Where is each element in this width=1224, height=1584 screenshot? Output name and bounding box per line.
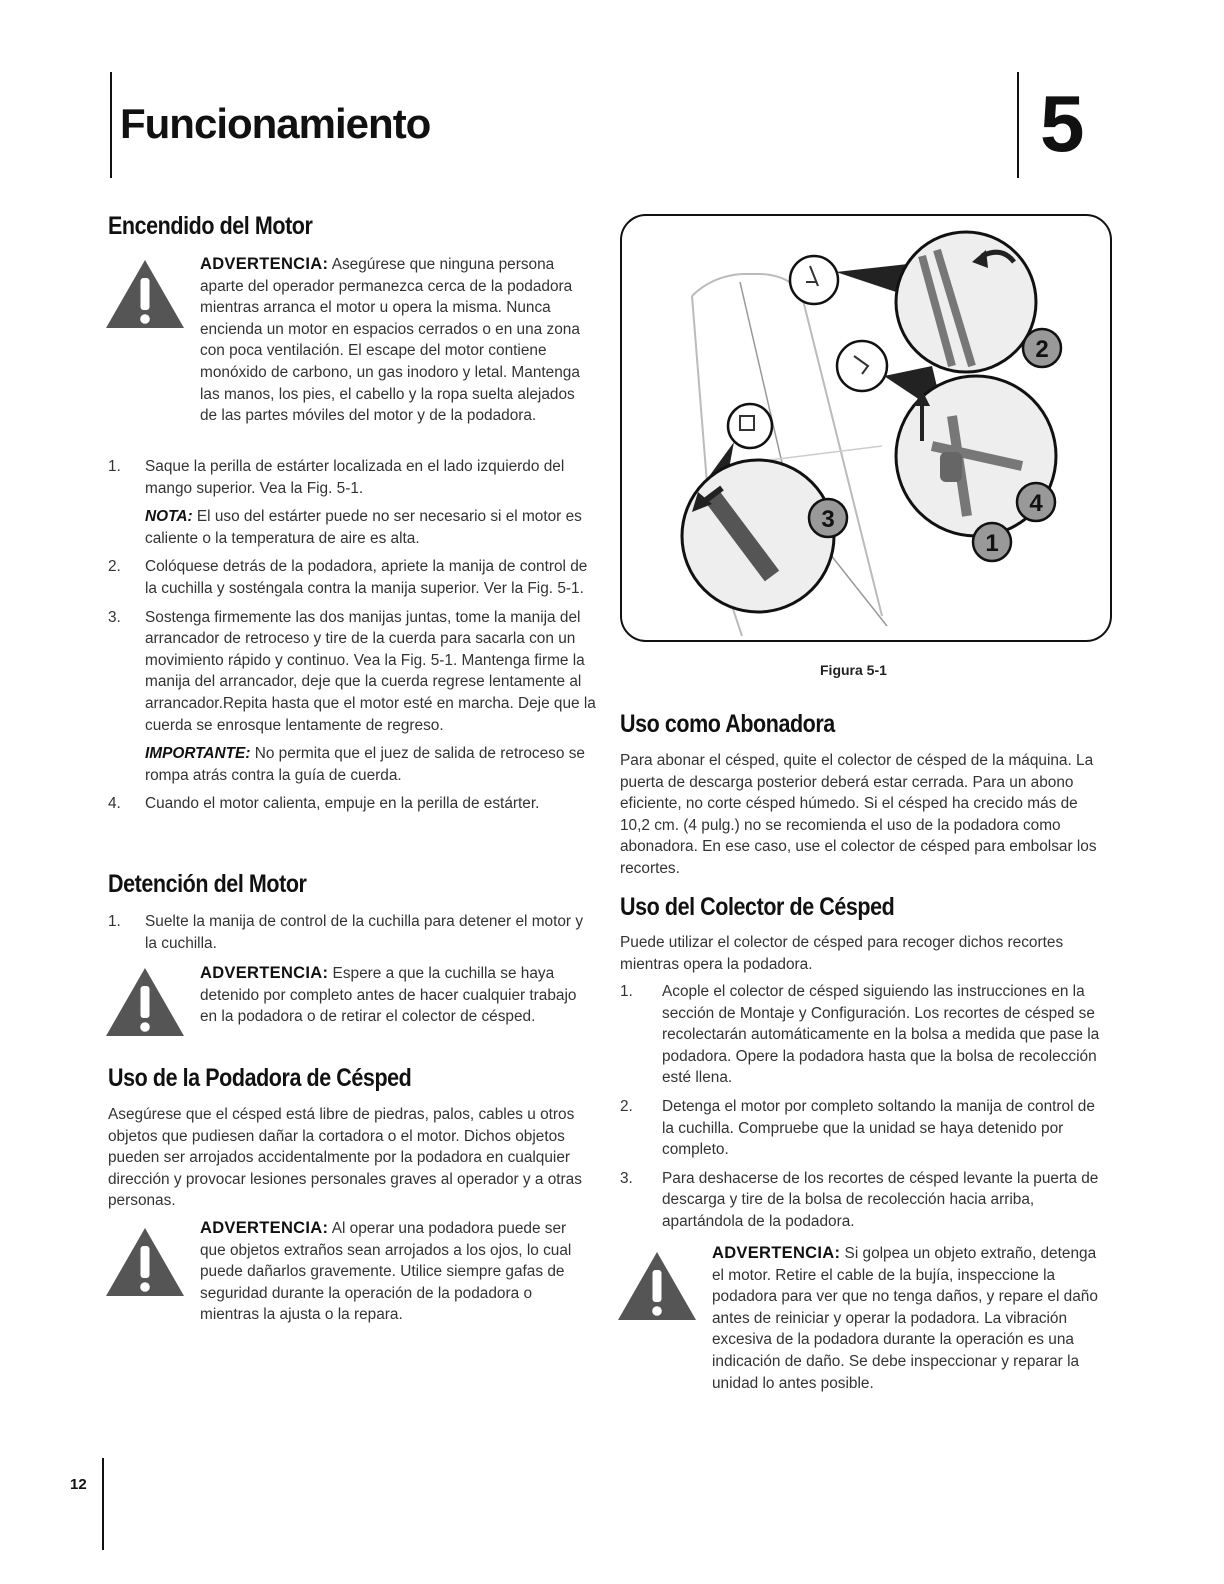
note-label: NOTA: bbox=[145, 508, 193, 526]
list-item bbox=[620, 1096, 1110, 1161]
list-item bbox=[108, 456, 598, 499]
list-text: Suelte la manija de control de la cuchilla para detener el motor y la cuchilla. bbox=[145, 913, 584, 952]
list-number: 1. bbox=[108, 458, 121, 475]
callout-label: 1 bbox=[985, 530, 999, 557]
list-number: 3. bbox=[620, 1169, 633, 1187]
warning-text: Espere a que la cuchilla se haya detenido por completo antes de hacer cualquier trabajo en la podadora o de retirar el colector de césped. bbox=[200, 965, 577, 1026]
header-right-rule bbox=[1017, 72, 1019, 178]
list-item bbox=[108, 607, 598, 737]
list-number: 1. bbox=[108, 913, 121, 930]
figure-5-1 bbox=[620, 214, 1112, 642]
list-item bbox=[620, 1168, 1110, 1233]
para-abonadora: Para abonar el césped, quite el colector de césped de la máquina. La puerta de descarga posterior deberá estar cerrada. Para un abono eficiente, no corte césped húmedo. Si el césped ha crecido más de 10,2 cm. (4 pulg.) no se recomienda el uso de la podadora como abonadora. En ese caso, use el colector de césped para embolsar los recortes. bbox=[620, 752, 1097, 877]
heading-abonadora: Uso como Abonadora bbox=[620, 710, 835, 738]
warning-label: ADVERTENCIA: bbox=[200, 1219, 329, 1237]
callout-badge bbox=[973, 523, 1011, 561]
note-text: El uso del estárter puede no ser necesario si el motor es caliente o la temperatura de aire es alta. bbox=[145, 508, 582, 547]
list-text: Colóquese detrás de la podadora, apriete la manija de control de la cuchilla y sosténgala contra la manija superior. Ver la Fig. 5-1. bbox=[145, 558, 588, 597]
callout-label: 4 bbox=[1029, 490, 1043, 517]
note bbox=[145, 506, 598, 549]
list-number: 3. bbox=[108, 608, 121, 626]
list-item bbox=[108, 911, 598, 954]
heading-uso-podadora: Uso de la Podadora de Césped bbox=[108, 1064, 412, 1092]
warning-detencion bbox=[200, 963, 595, 1028]
warning-uso-podadora bbox=[200, 1218, 595, 1326]
warning-label: ADVERTENCIA: bbox=[200, 964, 329, 982]
list-detencion bbox=[108, 911, 598, 954]
list-number: 1. bbox=[620, 983, 633, 1000]
heading-detencion: Detención del Motor bbox=[108, 870, 307, 898]
warning-triangle-icon bbox=[104, 1226, 186, 1298]
list-encendido bbox=[108, 456, 598, 815]
list-text: Para deshacerse de los recortes de césped levante la puerta de descarga y tire de la bolsa de recolección hacia arriba, apartándola de la podadora. bbox=[662, 1169, 1099, 1230]
heading-colector: Uso del Colector de Césped bbox=[620, 893, 895, 921]
heading-encendido: Encendido del Motor bbox=[108, 212, 313, 240]
callout-label: 2 bbox=[1035, 336, 1049, 363]
chapter-number: 5 bbox=[1040, 79, 1085, 168]
warning-triangle-icon bbox=[616, 1250, 698, 1322]
list-item bbox=[108, 793, 598, 815]
list-colector bbox=[620, 981, 1110, 1233]
warning-text: Si golpea un objeto extraño, detenga el motor. Retire el cable de la bujía, inspeccione la podadora para ver que no tenga daños, y repare el daño antes de reiniciar y operar la podadora. La vibración excesiva de la podadora durante la operación es una indicación de daño. Se debe inspeccionar y reparar la unidad lo antes posible. bbox=[712, 1245, 1098, 1392]
list-text: Cuando el motor calienta, empuje en la perilla de estárter. bbox=[145, 795, 540, 813]
header-left-rule bbox=[110, 72, 112, 178]
footer-rule bbox=[102, 1458, 104, 1550]
warning-label: ADVERTENCIA: bbox=[200, 255, 329, 273]
list-number: 2. bbox=[620, 1097, 633, 1115]
list-item bbox=[620, 981, 1110, 1089]
list-text: Saque la perilla de estárter localizada en el lado izquierdo del mango superior. Vea la Fig. 5-1. bbox=[145, 458, 565, 497]
chapter-title: Funcionamiento bbox=[120, 100, 431, 147]
list-number: 2. bbox=[108, 558, 121, 576]
warning-label: ADVERTENCIA: bbox=[712, 1244, 841, 1262]
callout-badge bbox=[1023, 329, 1061, 367]
para-uso-podadora: Asegúrese que el césped está libre de piedras, palos, cables u otros objetos que pudiesen dañar la cortadora o el motor. Dichos objetos pueden ser arrojados accidentalmente por la podadora en cualquier dirección y provocar lesiones personales graves al operador y a otras personas. bbox=[108, 1106, 582, 1210]
list-text: Sostenga firmemente las dos manijas juntas, tome la manija del arrancador de retroceso y tire de la cuerda para sacarla con un movimiento rápido y continuo. Vea la Fig. 5-1. Mantenga firme la manija del arrancador, deje que la cuerda regrese lentamente al arrancador.Repita hasta que el motor esté en marcha. Deje que la cuerda se enrosque lentamente de regreso. bbox=[145, 608, 596, 734]
warning-text: Asegúrese que ninguna persona aparte del operador permanezca cerca de la podadora mientras arranca el motor u opera la misma. Nunca encienda un motor en espacios cerrados o en una zona con poca ventilación. El escape del motor contiene monóxido de carbono, un gas inodoro y letal. Mantenga las manos, los pies, el cabello y la ropa suelta alejados de las partes móviles del motor y de la podadora. bbox=[200, 256, 580, 425]
list-number: 4. bbox=[108, 795, 121, 813]
callout-badge bbox=[809, 499, 847, 537]
mower-handle-illustration bbox=[622, 216, 1110, 640]
important-text: No permita que el juez de salida de retroceso se rompa atrás contra la guía de cuerda. bbox=[145, 745, 585, 784]
callout-label: 3 bbox=[821, 506, 835, 533]
figure-caption: Figura 5-1 bbox=[820, 662, 887, 678]
warning-encendido bbox=[200, 254, 595, 427]
warning-text: Al operar una podadora puede ser que objetos extraños sean arrojados a los ojos, lo cual puede dañarlos gravemente. Utilice siempre gafas de seguridad durante la operación de la podadora o mientras la ajusta o la repara. bbox=[200, 1220, 572, 1324]
important-note bbox=[145, 743, 598, 786]
important-label: IMPORTANTE: bbox=[145, 745, 251, 763]
callout-badge bbox=[1017, 483, 1055, 521]
para-colector: Puede utilizar el colector de césped para recoger dichos recortes mientras opera la podadora. bbox=[620, 934, 1064, 973]
list-item bbox=[108, 556, 598, 599]
list-text: Acople el colector de césped siguiendo las instrucciones en la sección de Montaje y Configuración. Los recortes de césped se recolectarán automáticamente en la bolsa a medida que pase la podadora. Opere la podadora hasta que la bolsa de recolección esté llena. bbox=[662, 983, 1100, 1087]
list-text: Detenga el motor por completo soltando la manija de control de la cuchilla. Compruebe que la unidad se haya detenido por completo. bbox=[662, 1097, 1095, 1159]
warning-triangle-icon bbox=[104, 966, 186, 1038]
warning-colector bbox=[712, 1243, 1107, 1394]
page-number: 12 bbox=[70, 1476, 87, 1493]
warning-triangle-icon bbox=[104, 258, 186, 330]
